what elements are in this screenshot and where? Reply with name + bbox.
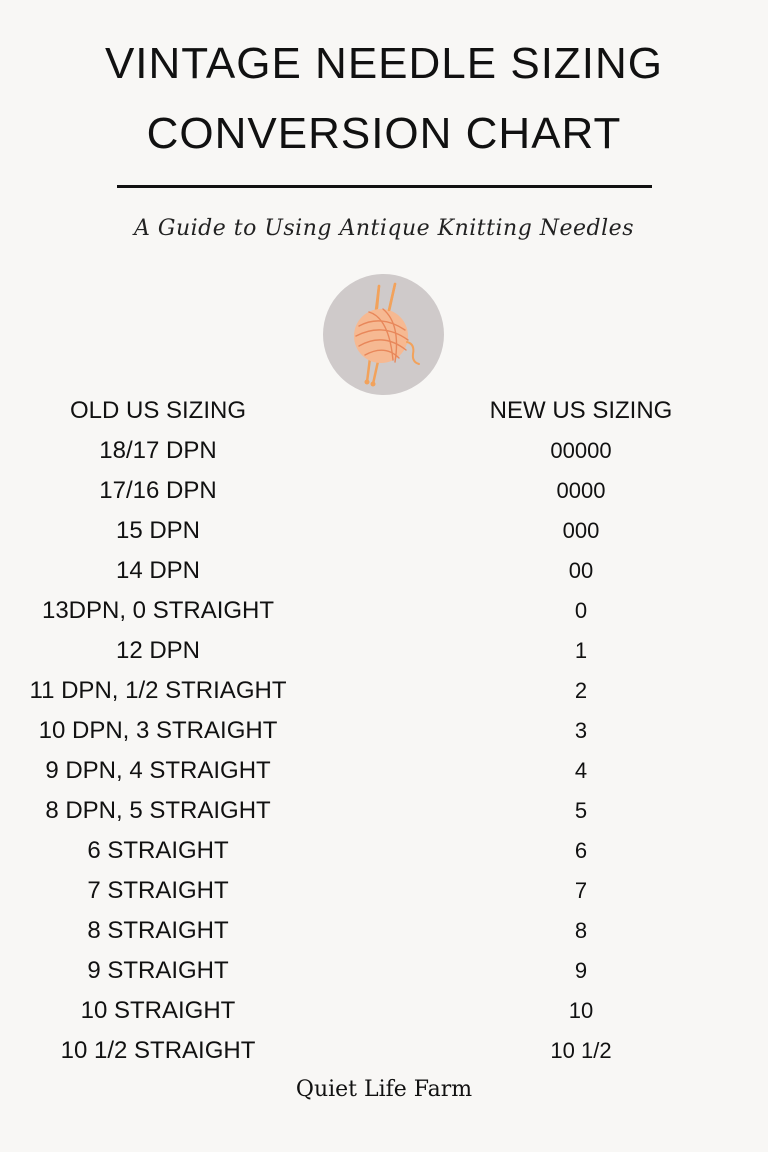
page-subtitle: A Guide to Using Antique Knitting Needles	[134, 216, 634, 241]
old-size-cell: 17/16 DPN	[99, 477, 217, 504]
new-size-cell: 6	[574, 838, 588, 863]
new-size-cell: 10	[568, 998, 594, 1023]
old-size-cell: 10 1/2 STRAIGHT	[60, 1037, 256, 1064]
page-title-line-2: CONVERSION CHART	[146, 109, 622, 158]
old-size-cell: 9 DPN, 4 STRAIGHT	[45, 757, 271, 784]
new-size-cell: 1	[574, 638, 588, 663]
new-size-cell: 00000	[550, 438, 612, 463]
yarn-ball	[354, 309, 408, 363]
yarn-ball-with-needles-icon	[323, 274, 444, 395]
page-title-line-1: VINTAGE NEEDLE SIZING	[104, 39, 664, 88]
new-size-cell: 10 1/2	[550, 1038, 612, 1063]
old-size-cell: 10 STRAIGHT	[80, 997, 236, 1024]
new-size-cell: 00	[568, 558, 594, 583]
title-divider	[117, 185, 652, 188]
old-size-cell: 6 STRAIGHT	[87, 837, 229, 864]
old-us-sizing-header: OLD US SIZING	[69, 397, 247, 424]
old-size-cell: 8 DPN, 5 STRAIGHT	[45, 797, 271, 824]
old-size-cell: 7 STRAIGHT	[87, 877, 229, 904]
old-size-cell: 15 DPN	[115, 517, 201, 544]
old-size-cell: 11 DPN, 1/2 STRIAGHT	[29, 677, 287, 704]
new-size-cell: 3	[574, 718, 588, 743]
old-size-cell: 12 DPN	[115, 637, 201, 664]
old-us-sizing-column	[0, 395, 338, 1075]
new-size-cell: 000	[562, 518, 600, 543]
new-size-cell: 0000	[556, 478, 606, 503]
old-size-cell: 9 STRAIGHT	[87, 957, 229, 984]
old-size-cell: 18/17 DPN	[99, 437, 217, 464]
old-size-cell: 8 STRAIGHT	[87, 917, 229, 944]
old-size-cell: 14 DPN	[115, 557, 201, 584]
new-size-cell: 5	[574, 798, 588, 823]
new-us-sizing-header: NEW US SIZING	[489, 397, 673, 424]
new-size-cell: 7	[574, 878, 588, 903]
footer-brand: Quiet Life Farm	[295, 1077, 473, 1102]
old-size-cell: 13DPN, 0 STRAIGHT	[41, 597, 275, 624]
new-us-sizing-column	[401, 395, 761, 1075]
new-size-cell: 2	[574, 678, 588, 703]
new-size-cell: 8	[574, 918, 588, 943]
old-size-cell: 10 DPN, 3 STRAIGHT	[38, 717, 278, 744]
new-size-cell: 0	[574, 598, 588, 623]
new-size-cell: 9	[574, 958, 588, 983]
new-size-cell: 4	[574, 758, 588, 783]
